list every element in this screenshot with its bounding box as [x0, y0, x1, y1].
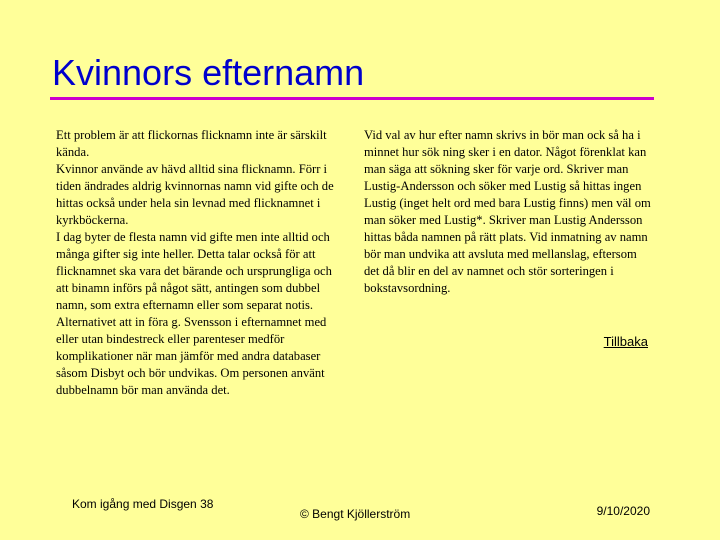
- paragraph: I dag byter de flesta namn vid gifte men inte alltid och många gifter sig inte heller. Detta talar också för att flicknamnet ska vara det bärande och ursprungliga och att binamn införs på något sätt, antingen som dubbel namn, som extra efternamn eller som separat notis.: [56, 230, 332, 312]
- paragraph: Vid val av hur efter namn skrivs in bör man ock så ha i minnet hur sök ning sker i en dator. Något förenklat kan man säga att sökning sker för varje ord. Skriver man Lustig-Andersson och söker med Lustig så hittas ingen Lustig (inget helt ord med bara Lustig finns) men väl om man söker med Lustig*. Skriver man Lustig Andersson hittas båda namnen på rätt plats. Vid inmatning av namn bör man undvika att avsluta med mellanslag, eftersom det då blir en del av namnet och stör sorteringen i bokstavsordning.: [364, 128, 651, 295]
- footer-date: 9/10/2020: [596, 504, 650, 518]
- slide-title: Kvinnors efternamn: [52, 52, 365, 93]
- footer-presentation-title: Kom igång med Disgen 38: [72, 497, 214, 511]
- back-link[interactable]: Tillbaka: [603, 334, 648, 349]
- right-text-column: [364, 127, 654, 297]
- title-underline: [50, 97, 654, 100]
- footer-copyright: © Bengt Kjöllerström: [300, 507, 411, 521]
- paragraph: Alternativet att in föra g. Svensson i efternamnet med eller utan bindestreck eller parenteser medför komplikationer när man jämför med andra databaser såsom Disbyt och bör undvikas. Om personen använt dubbelnamn bör man använda det.: [56, 315, 327, 397]
- left-text-column: [56, 127, 342, 399]
- paragraph: Ett problem är att flickornas flicknamn inte är särskilt kända.: [56, 128, 327, 159]
- paragraph: Kvinnor använde av hävd alltid sina flicknamn. Förr i tiden ändrades aldrig kvinnornas namn vid gifte och de hittas också under hela sin levnad med flicknamnet i kyrkböckerna.: [56, 162, 334, 227]
